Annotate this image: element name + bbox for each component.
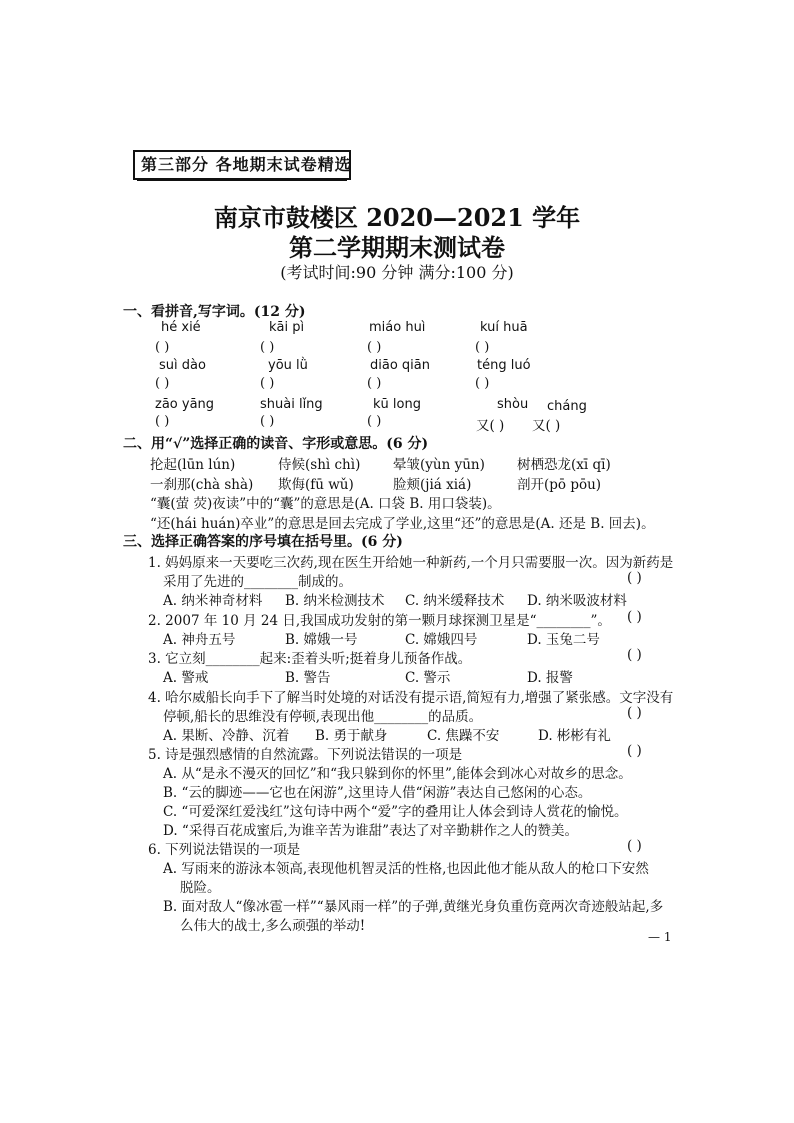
pinyin: hé xié: [161, 320, 201, 335]
answer-paren[interactable]: ( ): [627, 743, 642, 759]
option: D. 玉兔二号: [527, 632, 600, 648]
page-number: — 1: [648, 930, 672, 944]
option: D. 彬彬有礼: [538, 728, 611, 744]
option: A. 写雨来的游泳本领高,表现他机智灵活的性格,也因此他才能从敌人的枪口下安然: [163, 861, 649, 877]
answer-paren[interactable]: ( ): [627, 647, 642, 663]
pinyin: yōu lǜ: [268, 358, 308, 373]
choice-item[interactable]: 一刹那(chà shà): [150, 477, 254, 493]
pinyin: shuài lǐng: [260, 397, 323, 412]
option: B. 勇于献身: [315, 728, 388, 744]
choice-item[interactable]: 侍候(shì chì): [278, 457, 361, 473]
answer-paren[interactable]: ( ): [627, 609, 642, 625]
pinyin: kū long: [373, 397, 421, 412]
answer-blank[interactable]: ( ): [367, 340, 382, 355]
question-2: 2. 2007 年 10 月 24 日,我国成功发射的第一颗月球探测卫星是“________”。: [148, 613, 611, 629]
option: B. 警告: [285, 670, 331, 686]
pinyin: zāo yāng: [155, 397, 215, 412]
answer-blank[interactable]: ( ): [475, 376, 490, 391]
choice-line[interactable]: “囊(萤 荧)夜读”中的“囊”的意思是(A. 口袋 B. 用口袋装)。: [150, 496, 501, 512]
pinyin: miáo huì: [369, 320, 426, 335]
option: A. 神舟五号: [163, 632, 236, 648]
option: D. 纳米吸波材料: [527, 593, 627, 609]
answer-blank[interactable]: ( ): [155, 376, 170, 391]
pinyin: cháng: [547, 399, 587, 414]
choice-item[interactable]: 剖开(pō pōu): [517, 477, 602, 493]
option: C. 警示: [405, 670, 451, 686]
pinyin: téng luó: [477, 358, 531, 373]
answer-blank[interactable]: ( ): [260, 376, 275, 391]
choice-item[interactable]: 欺侮(fū wǔ): [278, 477, 354, 493]
option: A. 从“是永不漫灭的回忆”和“我只躲到你的怀里”,能体会到冰心对故乡的思念。: [163, 766, 632, 782]
answer-blank[interactable]: ( ): [260, 414, 275, 429]
question-4: 4. 哈尔威船长向手下了解当时处境的对话没有提示语,简短有力,增强了紧张感。文字没有: [148, 690, 674, 706]
option: D. “采得百花成蜜后,为谁辛苦为谁甜”表达了对辛勤耕作之人的赞美。: [163, 823, 579, 839]
you-blank[interactable]: 又( ): [532, 418, 561, 434]
you-blank[interactable]: 又( ): [476, 418, 505, 434]
answer-paren[interactable]: ( ): [627, 570, 642, 586]
exam-title-line1: 南京市鼓楼区 2020—2021 学年: [213, 203, 581, 232]
option: B. “云的脚迹——它也在闲游”,这里诗人借“闲游”表达自己悠闲的心态。: [163, 785, 592, 801]
option: D. 报警: [527, 670, 573, 686]
pinyin: kāi pì: [269, 320, 305, 335]
option: B. 面对敌人“像冰雹一样”“暴风雨一样”的子弹,黄继光身负重伤竟两次奇迹般站起,多: [163, 899, 664, 915]
section3-heading: 三、选择正确答案的序号填在括号里。(6 分): [123, 534, 403, 550]
section2-heading: 二、用“√”选择正确的读音、字形或意思。(6 分): [123, 436, 429, 452]
answer-blank[interactable]: ( ): [155, 340, 170, 355]
option-continued: 么伟大的战士,多么顽强的举动!: [180, 918, 366, 934]
answer-blank[interactable]: ( ): [155, 414, 170, 429]
pinyin: suì dào: [159, 358, 206, 373]
question-5: 5. 诗是强烈感情的自然流露。下列说法错误的一项是: [148, 747, 463, 763]
choice-item[interactable]: 脸颊(jiá xiá): [393, 477, 472, 493]
answer-blank[interactable]: ( ): [475, 340, 490, 355]
option: A. 警戒: [163, 670, 209, 686]
exam-subtitle: (考试时间:90 分钟 满分:100 分): [280, 263, 514, 282]
pinyin: shòu: [497, 397, 529, 412]
pinyin: kuí huā: [480, 320, 528, 335]
question-6: 6. 下列说法错误的一项是: [148, 842, 301, 858]
option: C. 嫦娥四号: [405, 632, 478, 648]
option: B. 嫦娥一号: [285, 632, 358, 648]
question-4-line2: 停顿,船长的思维没有停顿,表现出他________的品质。: [163, 709, 483, 725]
question-1: 1. 妈妈原来一天要吃三次药,现在医生开给她一种新药,一个月只需要服一次。因为新药是: [148, 555, 674, 571]
option: C. “可爱深红爱浅红”这句诗中两个“爱”字的叠用让人体会到诗人赏花的愉悦。: [163, 804, 628, 820]
option: C. 焦躁不安: [427, 728, 500, 744]
answer-blank[interactable]: ( ): [260, 340, 275, 355]
question-3: 3. 它立刻________起来:歪着头听;挺着身儿预备作战。: [148, 651, 472, 667]
answer-paren[interactable]: ( ): [627, 838, 642, 854]
answer-blank[interactable]: ( ): [367, 414, 382, 429]
option-continued: 脱险。: [180, 880, 221, 896]
exam-title-line2: 第二学期期末测试卷: [289, 233, 505, 262]
choice-item[interactable]: 树栖恐龙(xī qī): [517, 457, 611, 473]
option: C. 纳米缓释技术: [405, 593, 505, 609]
section1-heading: 一、看拼音,写字词。(12 分): [123, 304, 306, 320]
choice-line[interactable]: “还(hái huán)卒业”的意思是回去完成了学业,这里“还”的意思是(A. 还是 B. 回去)。: [150, 516, 655, 532]
choice-item[interactable]: 晕皱(yùn yūn): [393, 457, 485, 473]
section-banner: 第三部分 各地期末试卷精选: [133, 150, 351, 180]
pinyin: diāo qiān: [370, 358, 430, 373]
option: A. 纳米神奇材料: [163, 593, 263, 609]
option: B. 纳米检测技术: [285, 593, 385, 609]
option: A. 果断、冷静、沉着: [163, 728, 290, 744]
question-1-line2: 采用了先进的________制成的。: [163, 574, 352, 590]
choice-item[interactable]: 抡起(lūn lún): [150, 457, 236, 473]
answer-paren[interactable]: ( ): [627, 705, 642, 721]
answer-blank[interactable]: ( ): [367, 376, 382, 391]
